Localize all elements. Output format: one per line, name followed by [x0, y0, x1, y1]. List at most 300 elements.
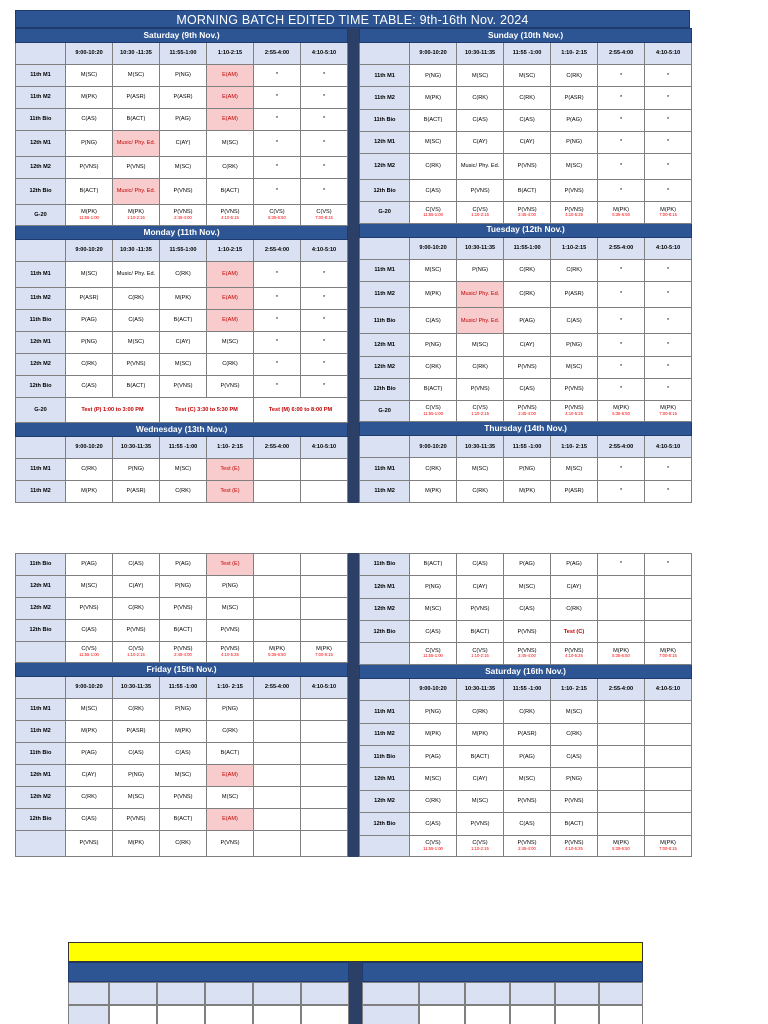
period-cell: C(AS) — [410, 621, 457, 643]
period-cell: * — [645, 109, 692, 131]
class-label: 11th M2 — [16, 481, 66, 503]
slot-time: 4:10-5:10 — [301, 240, 348, 262]
class-label: 12th M2 — [360, 790, 410, 812]
period-cell: P(VNS) — [551, 180, 598, 202]
period-cell — [598, 576, 645, 598]
class-label: 12th Bio — [16, 376, 66, 398]
class-row — [16, 288, 348, 310]
slot-time: 1:10- 2:15 — [207, 677, 254, 699]
slot-time: 1:10- 2:15 — [551, 436, 598, 458]
g20-cell — [551, 202, 598, 223]
period-cell — [301, 620, 348, 642]
period-cell: M(SC) — [551, 356, 598, 378]
class-row — [360, 308, 692, 334]
slot-header-blank — [360, 43, 410, 65]
g20-label: G-20 — [16, 205, 66, 226]
class-row — [360, 621, 692, 643]
class-label: 12th M2 — [16, 157, 66, 179]
period-cell: M(SC) — [551, 153, 598, 179]
class-label: 12th M2 — [360, 153, 410, 179]
class-row — [360, 480, 692, 502]
day-title: Saturday (9th Nov.) — [16, 29, 348, 43]
g20-time: 7:00-8:15 — [659, 410, 677, 416]
period-cell — [598, 598, 645, 620]
class-row — [16, 598, 348, 620]
period-cell: * — [254, 376, 301, 398]
period-cell: * — [254, 354, 301, 376]
g20-subject: M(PK) — [128, 209, 144, 216]
period-cell: * — [645, 378, 692, 400]
g20-row — [360, 835, 692, 856]
period-cell — [645, 723, 692, 745]
g20-subject: P(VNS) — [220, 646, 240, 653]
period-cell: M(SC) — [410, 259, 457, 281]
g20-time: 2:45-4:00 — [518, 212, 536, 218]
slot-time: 10:30-11:35 — [457, 237, 504, 259]
period-cell: P(VNS) — [457, 378, 504, 400]
period-cell: C(AS) — [113, 554, 160, 576]
day-header-row — [360, 223, 692, 237]
period-cell: P(NG) — [207, 576, 254, 598]
period-cell: * — [598, 480, 645, 502]
period-cell: C(RK) — [551, 259, 598, 281]
class-label: 11th Bio — [360, 308, 410, 334]
class-row — [360, 259, 692, 281]
class-label: 12th M2 — [360, 598, 410, 620]
class-label: 12th Bio — [16, 620, 66, 642]
period-cell: * — [598, 554, 645, 576]
class-label: 11th M1 — [16, 262, 66, 288]
g20-subject: P(VNS) — [564, 840, 584, 847]
class-label: 11th M2 — [360, 480, 410, 502]
class-label: 11th M2 — [360, 87, 410, 109]
class-row — [360, 153, 692, 179]
slot-header-blank — [16, 437, 66, 459]
class-row — [16, 554, 348, 576]
period-cell: P(VNS) — [504, 356, 551, 378]
period-cell: M(PK) — [66, 721, 113, 743]
g20-row — [16, 642, 348, 663]
period-cell — [254, 620, 301, 642]
g20-cell — [207, 205, 254, 226]
class-label: 11th Bio — [16, 743, 66, 765]
class-row — [16, 131, 348, 157]
period-cell: P(VNS) — [160, 179, 207, 205]
g20-subject: M(PK) — [660, 647, 676, 654]
period-cell: M(SC) — [410, 768, 457, 790]
period-cell: Music/ Phy. Ed. — [457, 281, 504, 307]
period-cell: * — [645, 554, 692, 576]
period-cell: M(SC) — [160, 765, 207, 787]
class-label: 11th M2 — [16, 721, 66, 743]
period-cell: B(ACT) — [160, 809, 207, 831]
period-cell: C(AY) — [160, 332, 207, 354]
period-cell: C(RK) — [457, 701, 504, 723]
slot-time: 9:00-10:20 — [66, 437, 113, 459]
period-cell — [254, 576, 301, 598]
period-cell: Test (C) — [551, 621, 598, 643]
g20-subject: M(PK) — [269, 646, 285, 653]
period-cell: * — [598, 281, 645, 307]
period-cell: * — [301, 262, 348, 288]
day-header-row — [16, 29, 348, 43]
day-header-row — [16, 663, 348, 677]
period-cell: P(VNS) — [113, 157, 160, 179]
period-cell: C(RK) — [207, 157, 254, 179]
g20-time: 1:10-2:15 — [471, 845, 489, 851]
period-cell: P(VNS) — [551, 378, 598, 400]
period-cell: P(VNS) — [457, 813, 504, 835]
g20-time: 11:55-1:00 — [79, 651, 99, 657]
period-cell — [254, 598, 301, 620]
g20-time: 4:10-5:25 — [565, 653, 583, 659]
page-title: MORNING BATCH EDITED TIME TABLE: 9th-16th Nov. 2024 — [15, 10, 690, 28]
period-cell: P(VNS) — [66, 157, 113, 179]
blank-template-grid — [68, 942, 643, 1024]
slot-time: 10:30 -11:35 — [113, 240, 160, 262]
g20-row — [360, 400, 692, 421]
period-cell: * — [301, 131, 348, 157]
slot-time: 11:55 -1:00 — [160, 677, 207, 699]
period-cell: C(AS) — [457, 109, 504, 131]
period-cell: * — [645, 180, 692, 202]
period-cell: C(AS) — [160, 743, 207, 765]
slot-time: 1:10- 2:15 — [551, 679, 598, 701]
period-cell: M(PK) — [160, 721, 207, 743]
period-cell: M(SC) — [207, 131, 254, 157]
period-cell: M(SC) — [113, 65, 160, 87]
period-cell: P(VNS) — [160, 376, 207, 398]
period-cell: M(SC) — [113, 787, 160, 809]
period-cell: * — [645, 65, 692, 87]
period-cell — [254, 765, 301, 787]
class-row — [360, 109, 692, 131]
g20-time: 5:35-6:50 — [612, 410, 630, 416]
period-cell — [598, 621, 645, 643]
period-cell — [254, 699, 301, 721]
class-row — [16, 262, 348, 288]
period-cell: * — [301, 376, 348, 398]
period-cell: P(ASR) — [66, 288, 113, 310]
period-cell: C(AS) — [410, 180, 457, 202]
timetable-right-bottom — [359, 553, 692, 857]
column-divider — [348, 553, 359, 857]
day-header-row — [16, 226, 348, 240]
slot-time: 4:10-5:10 — [645, 43, 692, 65]
period-cell: M(PK) — [410, 281, 457, 307]
period-cell: M(SC) — [66, 65, 113, 87]
g20-cell — [410, 400, 457, 421]
g20-time: 11:55-1:00 — [79, 214, 99, 220]
class-label: 11th M2 — [360, 281, 410, 307]
g20-subject: C(VS) — [425, 405, 441, 412]
period-cell: C(AY) — [66, 765, 113, 787]
period-cell: B(ACT) — [551, 813, 598, 835]
period-cell: Music/ Phy. Ed. — [457, 153, 504, 179]
slot-header-blank — [360, 237, 410, 259]
period-cell: B(ACT) — [113, 109, 160, 131]
g20-cell — [457, 835, 504, 856]
period-cell: B(ACT) — [457, 621, 504, 643]
g20-time: 7:00-8:15 — [659, 212, 677, 218]
slot-time: 2:55-4:00 — [254, 677, 301, 699]
g20-label — [16, 642, 66, 663]
period-cell: P(AG) — [551, 554, 598, 576]
class-row — [360, 180, 692, 202]
g20-cell — [598, 835, 645, 856]
period-cell: * — [254, 131, 301, 157]
period-cell — [301, 598, 348, 620]
slot-time: 2:55-4:00 — [598, 436, 645, 458]
slot-time: 10:30-11:35 — [113, 437, 160, 459]
period-cell — [598, 790, 645, 812]
period-cell: M(SC) — [457, 334, 504, 356]
period-cell — [254, 787, 301, 809]
period-cell: P(VNS) — [66, 598, 113, 620]
g20-label — [360, 643, 410, 664]
period-cell — [301, 699, 348, 721]
period-cell: M(PK) — [410, 480, 457, 502]
period-cell — [301, 809, 348, 831]
period-cell: B(ACT) — [113, 376, 160, 398]
period-cell: P(VNS) — [113, 809, 160, 831]
period-cell: M(SC) — [410, 598, 457, 620]
period-cell — [645, 746, 692, 768]
class-label: 11th M1 — [360, 65, 410, 87]
g20-cell — [410, 643, 457, 664]
period-cell: * — [645, 334, 692, 356]
period-cell: P(NG) — [551, 131, 598, 153]
class-row — [16, 109, 348, 131]
period-cell: P(NG) — [160, 699, 207, 721]
period-cell: C(AS) — [551, 746, 598, 768]
g20-time: 2:45-4:00 — [518, 410, 536, 416]
slot-header-row — [360, 679, 692, 701]
period-cell: M(SC) — [504, 768, 551, 790]
period-cell: * — [645, 458, 692, 480]
class-label: 12th Bio — [16, 179, 66, 205]
class-row — [360, 813, 692, 835]
class-row — [16, 765, 348, 787]
period-cell: M(PK) — [66, 481, 113, 503]
period-cell: C(RK) — [113, 699, 160, 721]
day-title: Saturday (16th Nov.) — [360, 664, 692, 678]
period-cell: P(ASR) — [160, 87, 207, 109]
slot-time: 11:55-1:00 — [160, 240, 207, 262]
period-cell: B(ACT) — [207, 179, 254, 205]
g20-subject: C(VS) — [316, 209, 332, 216]
period-cell: B(ACT) — [504, 180, 551, 202]
period-cell: * — [598, 131, 645, 153]
period-cell: M(SC) — [207, 598, 254, 620]
period-cell: M(SC) — [457, 65, 504, 87]
period-cell: M(SC) — [207, 332, 254, 354]
g20-subject: C(VS) — [472, 840, 488, 847]
class-row — [360, 65, 692, 87]
class-row — [360, 790, 692, 812]
class-row — [16, 787, 348, 809]
period-cell: C(RK) — [551, 65, 598, 87]
g20-time: 11:55-1:00 — [423, 653, 443, 659]
g20-time: 4:10-5:25 — [565, 212, 583, 218]
slot-time: 1:10-2:15 — [207, 240, 254, 262]
period-cell: Music/ Phy. Ed. — [113, 262, 160, 288]
period-cell — [645, 621, 692, 643]
slot-header-blank — [16, 677, 66, 699]
slot-time: 10:30-11:35 — [113, 677, 160, 699]
period-cell: C(AY) — [551, 576, 598, 598]
period-cell: M(PK) — [66, 87, 113, 109]
class-label: 12th Bio — [16, 809, 66, 831]
period-cell: C(RK) — [504, 259, 551, 281]
period-cell — [645, 598, 692, 620]
period-cell: Test (E) — [207, 554, 254, 576]
period-cell: P(VNS) — [457, 598, 504, 620]
g20-time: 4:10-5:25 — [565, 845, 583, 851]
class-row — [360, 554, 692, 576]
period-cell: C(RK) — [551, 723, 598, 745]
g20-cell — [301, 642, 348, 663]
period-cell — [254, 743, 301, 765]
period-cell: B(ACT) — [457, 746, 504, 768]
period-cell: C(RK) — [160, 481, 207, 503]
g20-time: 2:45-4:00 — [174, 651, 192, 657]
g20-cell — [504, 835, 551, 856]
class-label: 12th M2 — [16, 598, 66, 620]
class-label: 11th Bio — [360, 554, 410, 576]
period-cell: * — [598, 109, 645, 131]
class-row — [16, 376, 348, 398]
period-cell — [254, 721, 301, 743]
period-cell: * — [254, 262, 301, 288]
period-cell — [254, 831, 301, 857]
period-cell: C(AY) — [457, 768, 504, 790]
period-cell: P(VNS) — [113, 354, 160, 376]
period-cell: C(AS) — [66, 809, 113, 831]
g20-subject: P(VNS) — [517, 647, 537, 654]
class-label: 12th M1 — [16, 765, 66, 787]
period-cell: M(SC) — [410, 131, 457, 153]
timetable-top-section — [15, 10, 690, 530]
period-cell: P(ASR) — [504, 723, 551, 745]
period-cell: E(AM) — [207, 262, 254, 288]
class-label: 11th Bio — [16, 554, 66, 576]
slot-time: 4:10-5:10 — [645, 237, 692, 259]
period-cell: P(AG) — [160, 554, 207, 576]
g20-subject: M(PK) — [660, 840, 676, 847]
period-cell: C(AY) — [160, 131, 207, 157]
period-cell — [598, 701, 645, 723]
period-cell: E(AM) — [207, 288, 254, 310]
period-cell: * — [645, 281, 692, 307]
period-cell: C(AS) — [504, 813, 551, 835]
g20-subject: P(VNS) — [173, 209, 193, 216]
period-cell: * — [301, 310, 348, 332]
g20-time: 7:00-8:15 — [315, 214, 333, 220]
g20-time: 2:45-4:00 — [174, 214, 192, 220]
period-cell: M(PK) — [410, 723, 457, 745]
class-row — [360, 378, 692, 400]
g20-row — [16, 205, 348, 226]
slot-time: 11:55 -1:00 — [504, 436, 551, 458]
period-cell: E(AM) — [207, 765, 254, 787]
g20-label: G-20 — [360, 400, 410, 421]
g20-cell — [504, 400, 551, 421]
period-cell — [598, 746, 645, 768]
period-cell — [301, 787, 348, 809]
period-cell: P(AG) — [160, 109, 207, 131]
period-cell: P(AG) — [504, 746, 551, 768]
period-cell: E(AM) — [207, 65, 254, 87]
period-cell: * — [254, 87, 301, 109]
g20-cell — [645, 202, 692, 223]
period-cell: P(VNS) — [66, 831, 113, 857]
period-cell: C(AS) — [457, 554, 504, 576]
day-title: Tuesday (12th Nov.) — [360, 223, 692, 237]
period-cell: * — [645, 153, 692, 179]
day-header-row — [360, 664, 692, 678]
g20-time: 5:35-6:50 — [612, 653, 630, 659]
period-cell: * — [598, 334, 645, 356]
period-cell: C(RK) — [207, 721, 254, 743]
g20-time: 5:35-6:50 — [268, 651, 286, 657]
slot-time: 9:00-10:20 — [410, 43, 457, 65]
period-cell: * — [598, 153, 645, 179]
period-cell: M(SC) — [113, 332, 160, 354]
class-row — [360, 598, 692, 620]
period-cell: C(AS) — [504, 378, 551, 400]
class-row — [16, 809, 348, 831]
class-row — [16, 65, 348, 87]
test-cell: Test (P) 1:00 to 3:00 PM — [66, 398, 160, 423]
class-row — [360, 334, 692, 356]
period-cell — [301, 743, 348, 765]
class-label: 11th M1 — [360, 458, 410, 480]
g20-cell — [66, 205, 113, 226]
class-label: 11th Bio — [16, 109, 66, 131]
period-cell: M(SC) — [551, 458, 598, 480]
period-cell: C(RK) — [551, 598, 598, 620]
class-row — [16, 157, 348, 179]
period-cell — [254, 481, 301, 503]
period-cell: C(AS) — [504, 598, 551, 620]
slot-header-row — [16, 437, 348, 459]
day-title: Wednesday (13th Nov.) — [16, 423, 348, 437]
g20-subject: M(PK) — [613, 647, 629, 654]
slot-header-blank — [16, 43, 66, 65]
class-row — [16, 179, 348, 205]
period-cell: P(NG) — [207, 699, 254, 721]
timetable-left-top — [15, 28, 348, 503]
g20-subject: P(VNS) — [564, 206, 584, 213]
class-label: 12th Bio — [360, 813, 410, 835]
period-cell: M(PK) — [113, 831, 160, 857]
class-label: 11th M2 — [16, 87, 66, 109]
period-cell: C(AY) — [504, 334, 551, 356]
slot-time: 4:10-5:10 — [645, 436, 692, 458]
g20-cell — [551, 643, 598, 664]
g20-subject: C(VS) — [425, 840, 441, 847]
period-cell: C(RK) — [410, 458, 457, 480]
class-row — [360, 701, 692, 723]
period-cell: C(AY) — [113, 576, 160, 598]
class-row — [360, 768, 692, 790]
period-cell: * — [254, 109, 301, 131]
period-cell: M(PK) — [457, 723, 504, 745]
slot-time: 2:55-4:00 — [598, 237, 645, 259]
period-cell — [301, 554, 348, 576]
period-cell: P(AG) — [504, 554, 551, 576]
